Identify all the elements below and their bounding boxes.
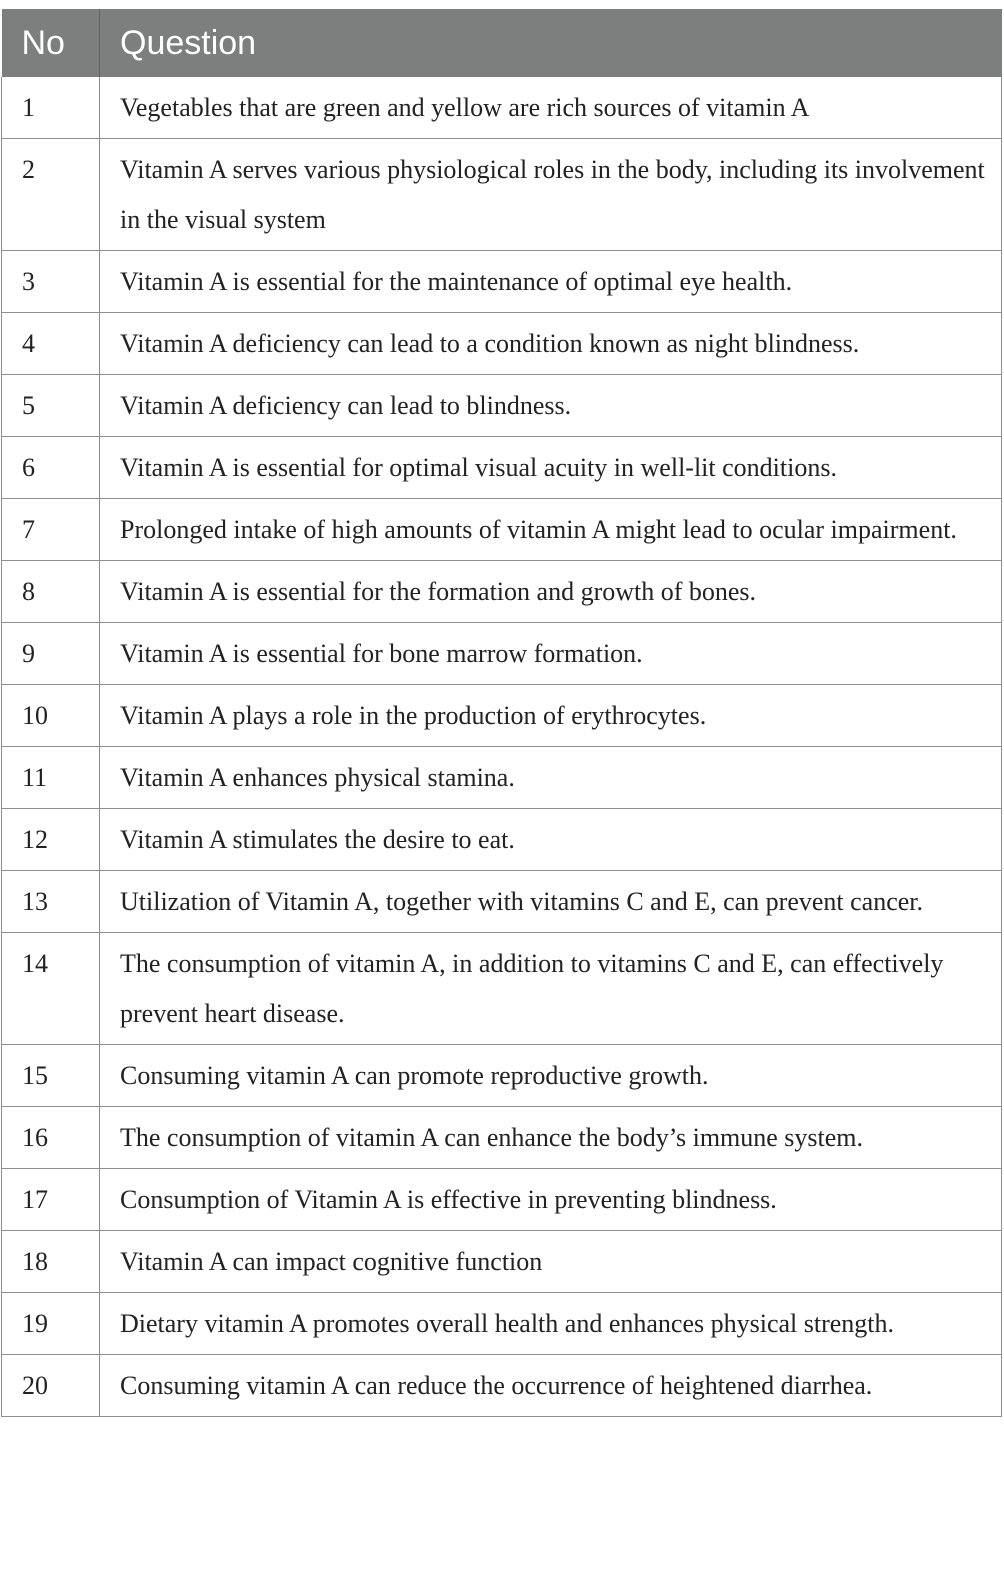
table-row xyxy=(2,809,1002,871)
table-row xyxy=(2,1293,1002,1355)
row-question: Vitamin A serves various physiological roles in the body, including its involvement in the visual system xyxy=(100,139,1002,251)
row-number: 2 xyxy=(2,139,100,251)
table-row xyxy=(2,1355,1002,1417)
row-question: Utilization of Vitamin A, together with vitamins C and E, can prevent cancer. xyxy=(100,871,1002,933)
row-number: 9 xyxy=(2,623,100,685)
row-question: Consuming vitamin A can reduce the occurrence of heightened diarrhea. xyxy=(100,1355,1002,1417)
row-number: 6 xyxy=(2,437,100,499)
table-row xyxy=(2,437,1002,499)
row-number: 1 xyxy=(2,77,100,139)
table-row xyxy=(2,685,1002,747)
table-row xyxy=(2,933,1002,1045)
table-row xyxy=(2,871,1002,933)
row-question: Vitamin A deficiency can lead to blindness. xyxy=(100,375,1002,437)
table-row xyxy=(2,139,1002,251)
table-body xyxy=(2,77,1002,1417)
row-question: Consumption of Vitamin A is effective in preventing blindness. xyxy=(100,1169,1002,1231)
row-number: 12 xyxy=(2,809,100,871)
table-row xyxy=(2,1169,1002,1231)
row-question: Vitamin A is essential for the formation and growth of bones. xyxy=(100,561,1002,623)
row-question: The consumption of vitamin A can enhance the body’s immune system. xyxy=(100,1107,1002,1169)
header-question: Question xyxy=(100,9,1002,77)
table-row xyxy=(2,623,1002,685)
row-number: 10 xyxy=(2,685,100,747)
row-number: 18 xyxy=(2,1231,100,1293)
table-row xyxy=(2,251,1002,313)
row-question: Vitamin A plays a role in the production of erythrocytes. xyxy=(100,685,1002,747)
row-question: Vegetables that are green and yellow are rich sources of vitamin A xyxy=(100,77,1002,139)
table-header-row xyxy=(2,9,1002,77)
table-row xyxy=(2,1231,1002,1293)
row-number: 8 xyxy=(2,561,100,623)
row-number: 5 xyxy=(2,375,100,437)
row-question: Vitamin A can impact cognitive function xyxy=(100,1231,1002,1293)
row-question: The consumption of vitamin A, in addition to vitamins C and E, can effectively prevent heart disease. xyxy=(100,933,1002,1045)
table-row xyxy=(2,375,1002,437)
table-row xyxy=(2,499,1002,561)
row-question: Vitamin A is essential for optimal visual acuity in well-lit conditions. xyxy=(100,437,1002,499)
row-question: Dietary vitamin A promotes overall health and enhances physical strength. xyxy=(100,1293,1002,1355)
row-number: 17 xyxy=(2,1169,100,1231)
questionnaire-table xyxy=(1,9,1002,1417)
row-number: 3 xyxy=(2,251,100,313)
row-number: 4 xyxy=(2,313,100,375)
row-question: Vitamin A deficiency can lead to a condition known as night blindness. xyxy=(100,313,1002,375)
table-row xyxy=(2,561,1002,623)
row-number: 11 xyxy=(2,747,100,809)
row-number: 16 xyxy=(2,1107,100,1169)
table-row xyxy=(2,1045,1002,1107)
row-question: Vitamin A is essential for the maintenance of optimal eye health. xyxy=(100,251,1002,313)
row-number: 7 xyxy=(2,499,100,561)
row-question: Consuming vitamin A can promote reproductive growth. xyxy=(100,1045,1002,1107)
row-question: Vitamin A stimulates the desire to eat. xyxy=(100,809,1002,871)
table-row xyxy=(2,77,1002,139)
row-number: 13 xyxy=(2,871,100,933)
row-question: Prolonged intake of high amounts of vitamin A might lead to ocular impairment. xyxy=(100,499,1002,561)
header-no: No xyxy=(2,9,100,77)
row-question: Vitamin A is essential for bone marrow formation. xyxy=(100,623,1002,685)
row-number: 15 xyxy=(2,1045,100,1107)
row-question: Vitamin A enhances physical stamina. xyxy=(100,747,1002,809)
row-number: 20 xyxy=(2,1355,100,1417)
table-row xyxy=(2,1107,1002,1169)
row-number: 14 xyxy=(2,933,100,1045)
table-row xyxy=(2,313,1002,375)
row-number: 19 xyxy=(2,1293,100,1355)
table-row xyxy=(2,747,1002,809)
